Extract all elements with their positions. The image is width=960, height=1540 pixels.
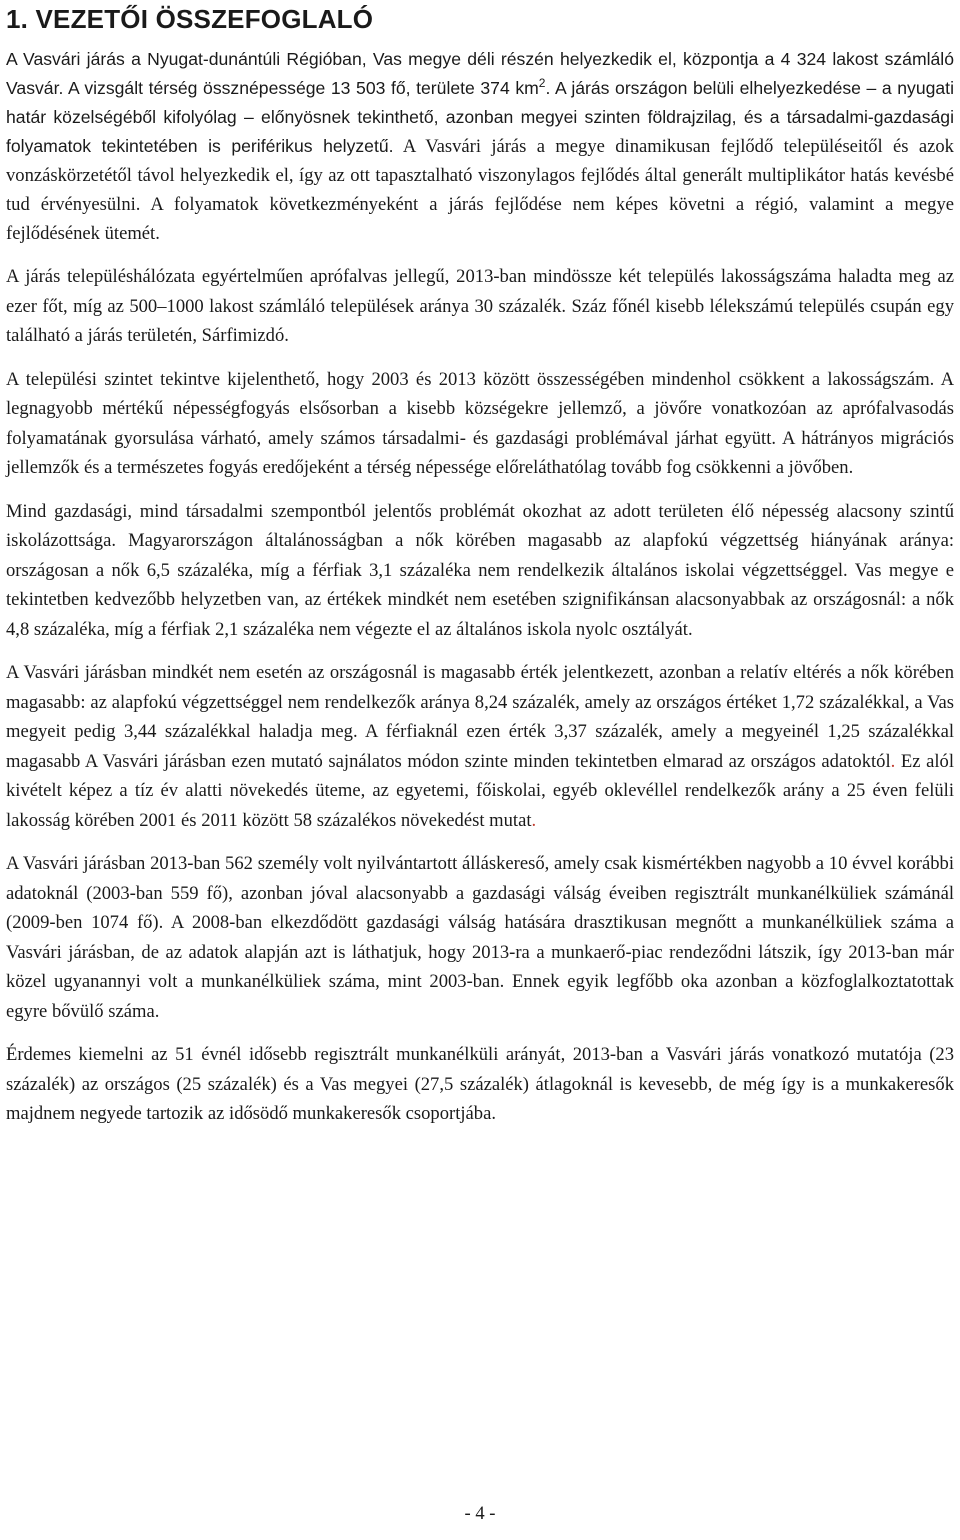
annotation-dot: . xyxy=(531,809,537,831)
intro-dynamics-text: A Vasvári járás a megye dinamikusan fejlődő településeitől és azok vonzáskörzetétől távol helyezkedik el, így az ott tapasztalható viszonylagos fejlődés által generált multiplikátor hatás kevésbé tud érvényesülni. A folyamatok következményeként a járás fejlődése nem képes követni a régió, valamint a megye fejlődésének ütemét. xyxy=(6,136,954,244)
education-exception-text: Ez alól kivételt képez a tíz év alatti növekedés üteme, az egyetemi, főiskolai, egyéb oklevéllel rendelkezők arány a 25 éven felüli lakosság körében 2001 és 2011 között 58 százalékos növekedést mutat xyxy=(6,750,954,831)
document-page xyxy=(6,0,954,1129)
paragraph-settlement-network: A járás településhálózata egyértelműen aprófalvas jellegű, 2013-ban mindössze két település lakosságszáma haladta meg az ezer főt, míg az 500–1000 lakost számláló települések aránya 30 százalék. Száz főnél kisebb lélekszámú település csupán egy található a járás területén, Sárfimizdó. xyxy=(6,266,954,346)
paragraph-unemployment: A Vasvári járásban 2013-ban 562 személy volt nyilvántartott álláskereső, amely csak kismértékben nagyobb a 10 évvel korábbi adatoknál (2003-ban 559 fő), azonban jóval alacsonyabb a gazdasági válság éveiben regisztrált munkanélküliek számánál (2009-ben 1074 fő). A 2008-ban elkezdődött gazdasági válság hatására drasztikusan megnőtt a munkanélküliek száma a Vasvári járásban, de az adatok alapján azt is láthatjuk, hogy 2013-ra a munkaerő-piac rendeződni látszik, így 2013-ban már közel ugyanannyi volt a munkanélküliek száma, mint 2003-ban. Ennek egyik legfőbb oka azonban a közfoglalkoztatottak egyre bővülő száma. xyxy=(6,853,954,1022)
education-district-text: A Vasvári járásban mindkét nem esetén az országosnál is magasabb érték jelentkezett, azonban a relatív eltérés a nők körében magasabb: az alapfokú végzettséggel nem rendelkezők aránya 8,24 százalék, amely az országos értéket 1,72 százalékkal, a Vas megyeit pedig 3,44 százalékkal haladja meg. A férfiaknál ezen érték 3,37 százalék, amely a megyeinél 1,25 százalékkal magasabb A Vasvári járásban ezen mutató sajnálatos módon szinte minden tekintetben elmarad az országos adatoktól xyxy=(6,662,954,772)
paragraph-older-jobseekers: Érdemes kiemelni az 51 évnél idősebb regisztrált munkanélküli arányát, 2013-ban a Vasvári járás vonatkozó mutatója (23 százalék) az országos (25 százalék) és a Vas megyei (27,5 százalék) átlagoknál is kevesebb, de még így is a munkakeresők majdnem negyede tartozik az idősödő munkakeresők csoportjába. xyxy=(6,1044,954,1124)
intro-location-text: A Vasvári járás a Nyugat-dunántúli Régióban, Vas megye déli részén helyezkedik el, központja a 4 324 lakost számláló Vasvár. A vizsgált térség össznépessége 13 503 fő, területe 374 km xyxy=(6,49,954,98)
intro-position-text: A járás országon belüli elhelyezkedése – a nyugati határ közelségéből kifolyólag – előnyösnek tekinthető, azonban megyei szinten földrajzilag, és a társadalmi-gazdasági folyamatok tekintetében is periférikus helyzetű. xyxy=(6,78,954,156)
paragraph-education-district xyxy=(6,658,954,835)
section-heading: 1. VEZETŐI ÖSSZEFOGLALÓ xyxy=(6,4,374,34)
area-unit-superscript: 2 xyxy=(538,76,546,91)
paragraph-population-decline: A települési szintet tekintve kijelenthető, hogy 2003 és 2013 között összességében mindenhol csökkent a lakosságszám. A legnagyobb mértékű népességfogyás elsősorban a kisebb községekre jellemző, a jövőre vonatkozóan az aprófalvasodás folyamatának gyorsulása várható, amely számos társadalmi- és gazdasági problémával járhat együtt. A hátrányos migrációs jellemzők és a természetes fogyás eredőjeként a térség népessége előreláthatólag tovább fog csökkenni a jövőben. xyxy=(6,368,954,478)
page-number: - 4 - xyxy=(464,1503,496,1524)
paragraph-education: Mind gazdasági, mind társadalmi szempontból jelentős problémát okozhat az adott területen élő népesség alacsony szintű iskolázottsága. Magyarországon általánosságban a nők körében magasabb az alapfokú végzettség hiányának aránya: országosan a nők 6,5 százaléka, míg a férfiak 3,1 százaléka nem rendelkezik általános iskolai végzettséggel. Vas megye e tekintetben kedvezőbb helyzetben van, az értékek mindkét nem esetében szignifikánsan alacsonyabbak az országosnál: a nők 4,8 százaléka, míg a férfiak 2,1 százaléka nem végezte el az általános iskola nyolc osztályát. xyxy=(6,500,954,640)
intro-period: . xyxy=(545,78,555,98)
paragraph-intro xyxy=(6,45,954,248)
annotation-dot: . xyxy=(890,750,896,772)
